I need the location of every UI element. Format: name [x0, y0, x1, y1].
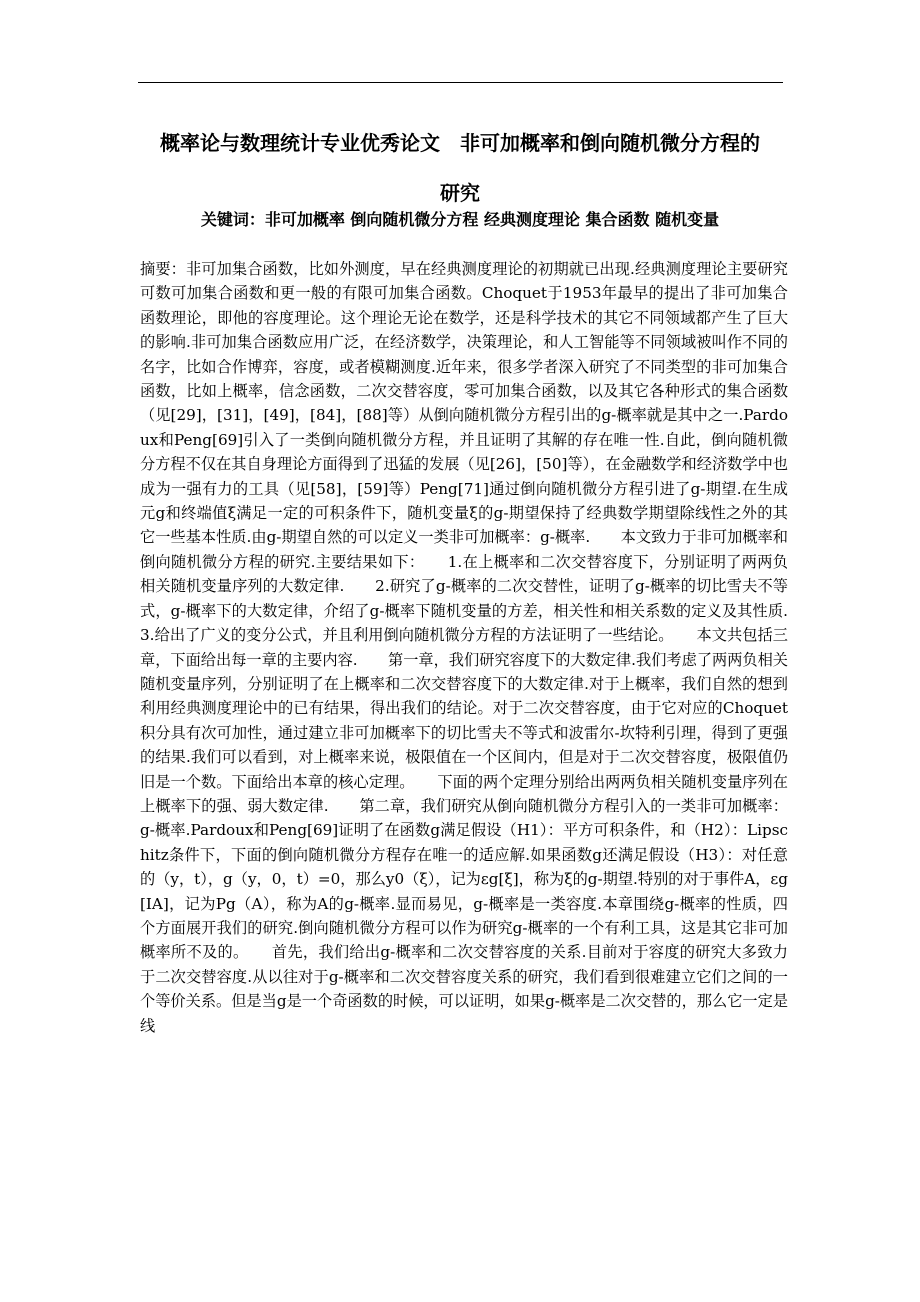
abstract-body: 摘要：非可加集合函数，比如外测度，早在经典测度理论的初期就已出现.经典测度理论主要研究可数可加集合函数和更一般的有限可加集合函数。Choquet于1953年最早的提出了非可加集合函数理论，即他的容度理论。这个理论无论在数学，还是科学技术的其它不同领域都产生了巨大的影响.非可加集合函数应用广泛，在经济数学，决策理论，和人工智能等不同领域被叫作不同的名字，比如合作博弈，容度，或者模糊测度.近年来，很多学者深入研究了不同类型的非可加集合函数，比如上概率，信念函数，二次交替容度，零可加集合函数，以及其它各种形式的集合函数（见[29]，[31]，[49]，[84]，[88]等）从倒向随机微分方程引出的g-概率就是其中之一.Pardoux和Peng[69]引入了一类倒向随机微分方程，并且证明了其解的存在唯一性.自此，倒向随机微分方程不仅在其自身理论方面得到了迅猛的发展（见[26]，[50]等），在金融数学和经济数学中也成为一强有力的工具（见[58]，[59]等）Peng[71]通过倒向随机微分方程引进了g-期望.在生成元g和终端值ξ满足一定的可积条件下，随机变量ξ的g-期望保持了经典数学期望除线性之外的其它一些基本性质.由g-期望自然的可以定义一类非可加概率：g-概率. 本文致力于非可加概率和倒向随机微分方程的研究.主要结果如下： 1.在上概率和二次交替容度下，分别证明了两两负相关随机变量序列的大数定律. 2.研究了g-概率的二次交替性，证明了g-概率的切比雪夫不等式，g-概率下的大数定律，介绍了g-概率下随机变量的方差，相关性和相关系数的定义及其性质. 3.给出了广义的变分公式，并且利用倒向随机微分方程的方法证明了一些结论。 本文共包括三章，下面给出每一章的主要内容. 第一章，我们研究容度下的大数定律.我们考虑了两两负相关随机变量序列，分别证明了在上概率和二次交替容度下的大数定律.对于上概率，我们自然的想到利用经典测度理论中的已有结果，得出我们的结论。对于二次交替容度，由于它对应的Choquet积分具有次可加性，通过建立非可加概率下的切比雪夫不等式和波雷尔-坎特利引理，得到了更强的结果.我们可以看到，对上概率来说，极限值在一个区间内，但是对于二次交替容度，极限值仍旧是一个数。下面给出本章的核心定理。 下面的两个定理分别给出两两负相关随机变量序列在上概率下的强、弱大数定律. 第二章，我们研究从倒向随机微分方程引入的一类非可加概率：g-概率.Pardoux和Peng[69]证明了在函数g满足假设（H1）：平方可积条件，和（H2）：Lipschitz条件下，下面的倒向随机微分方程存在唯一的适应解.如果函数g还满足假设（H3）：对任意的（y，t），g（y，0，t）=0，那么y0（ξ），记为εg[ξ]，称为ξ的g-期望.特别的对于事件A，εg[IA]，记为Pg（A），称为A的g-概率.显而易见，g-概率是一类容度.本章围绕g-概率的性质，四个方面展开我们的研究.倒向随机微分方程可以作为研究g-概率的一个有利工具，这是其它非可加概率所不及的。 首先，我们给出g-概率和二次交替容度的关系.目前对于容度的研究大多致力于二次交替容度.从以往对于g-概率和二次交替容度关系的研究，我们看到很难建立它们之间的一个等价关系。但是当g是一个奇函数的时候，可以证明，如果g-概率是二次交替的，那么它一定是线 [140, 260, 819, 1035]
keywords-line: 关键词：非可加概率 倒向随机微分方程 经典测度理论 集合函数 随机变量 [200, 210, 720, 229]
title-line-2: 研究 [440, 181, 480, 205]
document-title [120, 118, 800, 218]
header-rule [138, 82, 783, 83]
title-line-1: 概率论与数理统计专业优秀论文 非可加概率和倒向随机微分方程的 [160, 131, 760, 155]
